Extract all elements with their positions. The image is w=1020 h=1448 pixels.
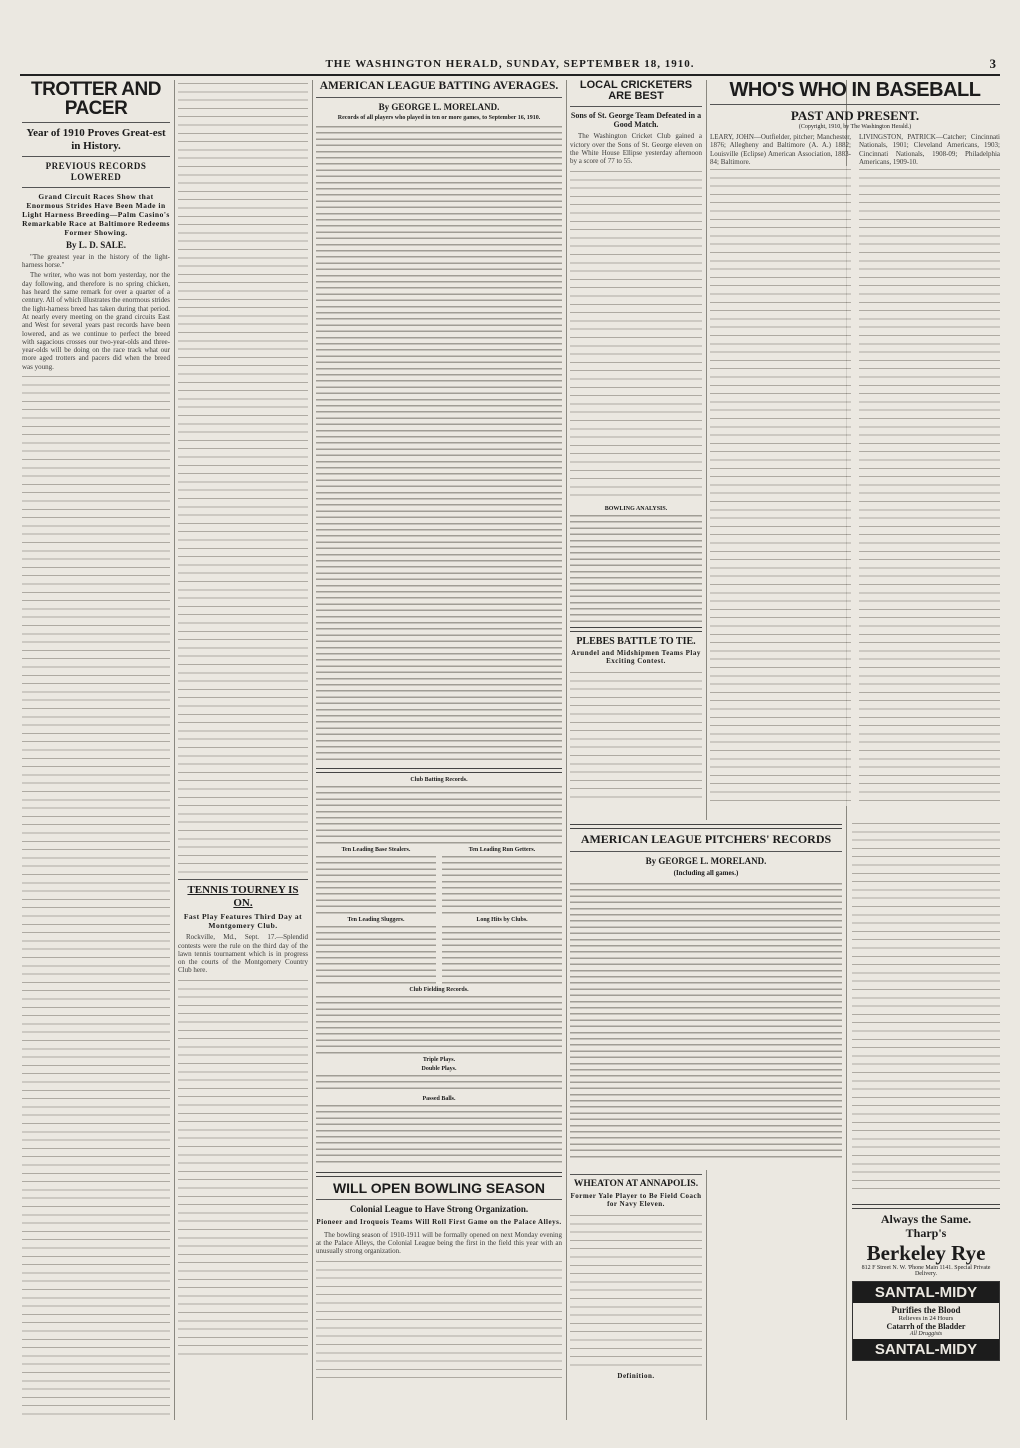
- santal-ad: [852, 1281, 1000, 1361]
- trotter-paragraph: The writer, who was not born yesterday, nor the day following, and therefore is no spring chicken, has heard the same remark for over a quarter of a century. All of which illustrates the enormous strides the light-harness breed has taken during that period. At nearly every meeting on the grand circuits East and West for several years past records have been lowered, and as we continue to perfect the breed with sagacious crosses our two-year-olds and three-year-olds will be doing on the race track what our more aged trotters and pacers did when the breed was young.: [22, 271, 170, 371]
- column-rule: [174, 80, 175, 1420]
- whos-who-headline: WHO'S WHO IN BASEBALL: [729, 80, 981, 101]
- wheaton-headline: WHEATON AT ANNAPOLIS.: [573, 1179, 699, 1189]
- batting-table: [316, 124, 562, 764]
- whos-who-subhead: PAST AND PRESENT.: [790, 108, 920, 123]
- cricket-deck: Sons of St. George Team Defeated in a Good Match.: [570, 111, 702, 130]
- ads: [852, 1200, 1000, 1430]
- bowling-subdeck: Pioneer and Iroquois Teams Will Roll First Game on the Palace Alleys.: [316, 1218, 562, 1227]
- trotter-continued-text: [178, 80, 308, 875]
- passed-balls-table: [316, 1103, 562, 1163]
- tennis-headline: TENNIS TOURNEY IS ON.: [187, 884, 299, 909]
- bowling-deck: Colonial League to Have Strong Organization.: [349, 1204, 529, 1214]
- trotter-subhead-2: PREVIOUS RECORDS LOWERED: [45, 161, 147, 183]
- trotter-byline: By L. D. SALE.: [65, 239, 127, 250]
- club-batting-table: [316, 784, 562, 844]
- cricket-scores: [570, 513, 702, 623]
- wheaton-deck: Former Yale Player to Be Field Coach for Navy Eleven.: [570, 1191, 702, 1209]
- cricket-headline: LOCAL CRICKETERS ARE BEST: [579, 80, 693, 102]
- whos-who-left-continued: [710, 166, 851, 806]
- tennis-paragraph: Rockville, Md., Sept. 17.—Splendid contests were the rule on the third day of the lawn tennis tournament which is in progress on the courts of the Montgomery Country Club here.: [178, 933, 308, 975]
- bowling-continued: [316, 1258, 562, 1378]
- run-getters-title: Ten Leading Run Getters.: [468, 847, 536, 854]
- base-stealers-title: Ten Leading Base Stealers.: [341, 847, 411, 854]
- column-rule: [706, 80, 707, 1420]
- long-hits-title: Long Hits by Clubs.: [476, 917, 528, 924]
- whos-who-continued-text: [852, 820, 1000, 1195]
- ad-address: 812 F Street N. W. 'Phone Main 1141. Special Private Delivery.: [861, 1264, 991, 1277]
- fielding-table: [316, 994, 562, 1054]
- santal-catarrh: Catarrh of the Bladder: [886, 1321, 966, 1331]
- triple-plays-title: Triple Plays.: [422, 1057, 456, 1064]
- masthead: [20, 56, 1000, 76]
- santal-banner-top: SANTAL-MIDY: [853, 1282, 999, 1303]
- column-rule: [566, 80, 567, 1420]
- santal-relieves: Relieves in 24 Hours: [898, 1314, 954, 1322]
- passed-balls-title: Passed Balls.: [422, 1096, 456, 1103]
- wheaton-article: [570, 1170, 702, 1420]
- column-rule: [312, 80, 313, 1420]
- trotter-headline: TROTTER AND PACER: [31, 80, 161, 119]
- run-getters-table: [442, 854, 562, 914]
- sluggers-table: [316, 924, 436, 984]
- fielding-title: Club Fielding Records.: [409, 987, 469, 994]
- ad-tharps: Tharp's: [905, 1225, 947, 1240]
- sluggers-title: Ten Leading Sluggers.: [347, 917, 405, 924]
- pitchers-table: [570, 881, 842, 1161]
- trotter-deck: Grand Circuit Races Show that Enormous Strides Have Been Made in Light Harness Breeding—Palm Casino's Remarkable Race at Baltimore Redeems Former Showing.: [22, 191, 170, 237]
- page-number: 3: [989, 56, 996, 71]
- bowling-headline: WILL OPEN BOWLING SEASON: [332, 1180, 546, 1196]
- batting-intro: Records of all players who played in ten or more games, to September 16, 1910.: [337, 115, 541, 122]
- column-two: [178, 80, 308, 1420]
- whos-who-right-continued: [859, 166, 1000, 806]
- trotter-article: [22, 80, 170, 1420]
- tennis-body: [178, 933, 308, 974]
- bowling-article: [316, 1168, 562, 1418]
- santal-purifies: Purifies the Blood: [891, 1304, 961, 1315]
- cricket-body: [570, 132, 702, 165]
- ad-berkeley: Berkeley Rye: [866, 1240, 986, 1265]
- base-stealers-table: [316, 854, 436, 914]
- whos-who: [710, 80, 1000, 820]
- tennis-continued-text: [178, 977, 308, 1357]
- trotter-body-continued: [22, 373, 170, 1420]
- trotter-body: [22, 253, 170, 371]
- whos-who-right: LIVINGSTON, PATRICK—Catcher; Cincinnati Nationals, 1901; Cleveland Americans, 1903; Cincinnati Nationals, 1908-09; Philadelphia Americans, 1909-10.: [859, 132, 1000, 166]
- batting-headline: AMERICAN LEAGUE BATTING AVERAGES.: [319, 80, 559, 92]
- pitchers-headline: AMERICAN LEAGUE PITCHERS' RECORDS: [580, 832, 832, 846]
- santal-banner-bottom: SANTAL-MIDY: [853, 1339, 999, 1360]
- plebes-deck: Arundel and Midshipmen Teams Play Exciting Contest.: [571, 649, 701, 666]
- double-plays-table: [316, 1073, 562, 1093]
- plebes-body: [570, 669, 702, 804]
- pitchers-byline: By GEORGE L. MORELAND.: [645, 855, 767, 866]
- santal-druggists: All Druggists: [909, 1330, 943, 1337]
- cricket-bowling-analysis: BOWLING ANALYSIS.: [604, 505, 668, 512]
- trotter-subhead: Year of 1910 Proves Great-est in History.: [26, 127, 166, 152]
- bowling-body: [316, 1231, 562, 1256]
- whos-who-left: LEARY, JOHN—Outfielder, pitcher; Manchester, 1876; Allegheny and Baltimore (A. A.) 1882; Louisville (Eclipse) American Association, 1883-84; Baltimore.: [710, 132, 851, 166]
- wheaton-body: [570, 1212, 702, 1372]
- club-batting-title: Club Batting Records.: [410, 777, 468, 784]
- wheaton-definition: Definition.: [617, 1371, 655, 1380]
- cricket-paragraph: The Washington Cricket Club gained a victory over the Sons of St. George eleven on the White House Ellipse yesterday afternoon by a score of 77 to 55.: [570, 132, 702, 166]
- long-hits-table: [442, 924, 562, 984]
- tennis-deck: Fast Play Features Third Day at Montgomery Club.: [183, 912, 303, 931]
- trotter-lead: "The greatest year in the history of the light-harness horse.": [22, 252, 170, 270]
- ad-always: Always the Same.: [880, 1212, 972, 1226]
- pitchers-subline: (Including all games.): [673, 868, 739, 877]
- cricket-continued: [570, 168, 702, 503]
- plebes-headline: PLEBES BATTLE TO TIE.: [576, 635, 696, 647]
- whos-who-copyright: (Copyright, 1910, by The Washington Herald.): [798, 123, 912, 130]
- pitchers-records: [570, 820, 842, 1170]
- batting-byline: By GEORGE L. MORELAND.: [378, 102, 500, 113]
- whos-who-continued: [852, 820, 1000, 1200]
- masthead-title: THE WASHINGTON HERALD, SUNDAY, SEPTEMBER 18, 1910.: [325, 58, 695, 70]
- bowling-paragraph: The bowling season of 1910-1911 will be formally opened on next Monday evening at the Palace Alleys, the Colonial League being the first in the field this year with an unusually strong organization.: [316, 1230, 562, 1256]
- double-plays-title: Double Plays.: [421, 1066, 457, 1073]
